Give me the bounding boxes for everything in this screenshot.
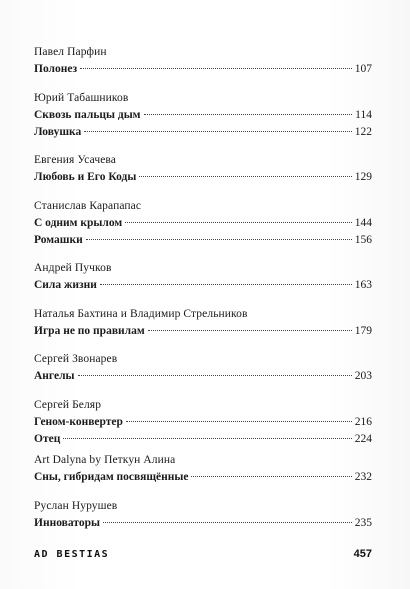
toc-section xyxy=(34,152,372,186)
toc-section xyxy=(34,452,372,486)
toc-entry[interactable] xyxy=(34,215,372,232)
entry-page-number: 163 xyxy=(354,279,372,291)
toc-section xyxy=(34,260,372,294)
dot-leader xyxy=(126,421,352,422)
entry-page-number: 232 xyxy=(354,471,372,483)
toc-section xyxy=(34,351,372,385)
entry-page-number: 122 xyxy=(354,126,372,138)
toc-entry[interactable] xyxy=(34,515,372,532)
entry-page-number: 224 xyxy=(354,433,372,445)
entry-page-number: 114 xyxy=(355,109,372,121)
toc-section xyxy=(34,90,372,141)
entry-title: Сны, гибридам посвящённые xyxy=(34,471,189,483)
entry-title: Геном-конвертер xyxy=(34,416,123,428)
entry-page-number: 216 xyxy=(354,416,372,428)
entry-page-number: 203 xyxy=(354,370,372,382)
dot-leader xyxy=(80,68,352,69)
toc-entry[interactable] xyxy=(34,431,372,448)
toc-entry[interactable] xyxy=(34,323,372,340)
toc-entry[interactable] xyxy=(34,61,372,78)
author-name: Юрий Табашников xyxy=(34,92,129,104)
toc-entry[interactable] xyxy=(34,107,372,124)
author-name: Сергей Звонарев xyxy=(34,353,118,365)
entry-title: Сквозь пальцы дым xyxy=(34,109,141,121)
entry-title: Инноваторы xyxy=(34,517,100,529)
toc-entry[interactable] xyxy=(34,469,372,486)
dot-leader xyxy=(103,522,352,523)
entry-title: Полонез xyxy=(34,63,78,75)
toc-entry[interactable] xyxy=(34,414,372,431)
toc-section xyxy=(34,498,372,532)
toc-entry[interactable] xyxy=(34,232,372,249)
toc-entry[interactable] xyxy=(34,124,372,141)
author-name: Сергей Беляр xyxy=(34,399,102,411)
author-name: Андрей Пучков xyxy=(34,262,112,274)
dot-leader xyxy=(63,438,351,439)
page-footer xyxy=(34,548,372,560)
toc-entry[interactable] xyxy=(34,169,372,186)
dot-leader xyxy=(191,476,351,477)
entry-title: Ловушка xyxy=(34,126,82,138)
table-of-contents xyxy=(34,44,372,532)
toc-section xyxy=(34,306,372,340)
dot-leader xyxy=(84,131,352,132)
toc-section xyxy=(34,397,372,448)
dot-leader xyxy=(86,239,352,240)
entry-page-number: 235 xyxy=(354,517,372,529)
page-number: 457 xyxy=(353,548,372,560)
dot-leader xyxy=(78,375,352,376)
dot-leader xyxy=(125,222,352,223)
entry-title: С одним крылом xyxy=(34,217,123,229)
publisher-logo: AD BESTIAS xyxy=(34,549,110,560)
entry-title: Ромашки xyxy=(34,234,83,246)
entry-title: Отец xyxy=(34,433,61,445)
entry-page-number: 156 xyxy=(354,234,372,246)
entry-title: Сила жизни xyxy=(34,279,97,291)
toc-entry[interactable] xyxy=(34,368,372,385)
entry-title: Игра не по правилам xyxy=(34,325,145,337)
toc-entry[interactable] xyxy=(34,277,372,294)
entry-page-number: 144 xyxy=(354,217,372,229)
entry-title: Любовь и Его Коды xyxy=(34,171,137,183)
dot-leader xyxy=(139,176,351,177)
entry-page-number: 179 xyxy=(354,325,372,337)
author-name: Art Dalyna by Петкун Алина xyxy=(34,454,176,466)
author-name: Руслан Нурушев xyxy=(34,500,118,512)
dot-leader xyxy=(144,114,353,115)
entry-title: Ангелы xyxy=(34,370,75,382)
toc-section xyxy=(34,44,372,78)
entry-page-number: 129 xyxy=(354,171,372,183)
entry-page-number: 107 xyxy=(354,63,372,75)
dot-leader xyxy=(100,284,352,285)
author-name: Евгения Усачева xyxy=(34,154,117,166)
author-name: Станислав Карапапас xyxy=(34,200,142,212)
author-name: Наталья Бахтина и Владимир Стрельников xyxy=(34,308,248,320)
dot-leader xyxy=(148,330,352,331)
toc-section xyxy=(34,198,372,249)
author-name: Павел Парфин xyxy=(34,46,107,58)
